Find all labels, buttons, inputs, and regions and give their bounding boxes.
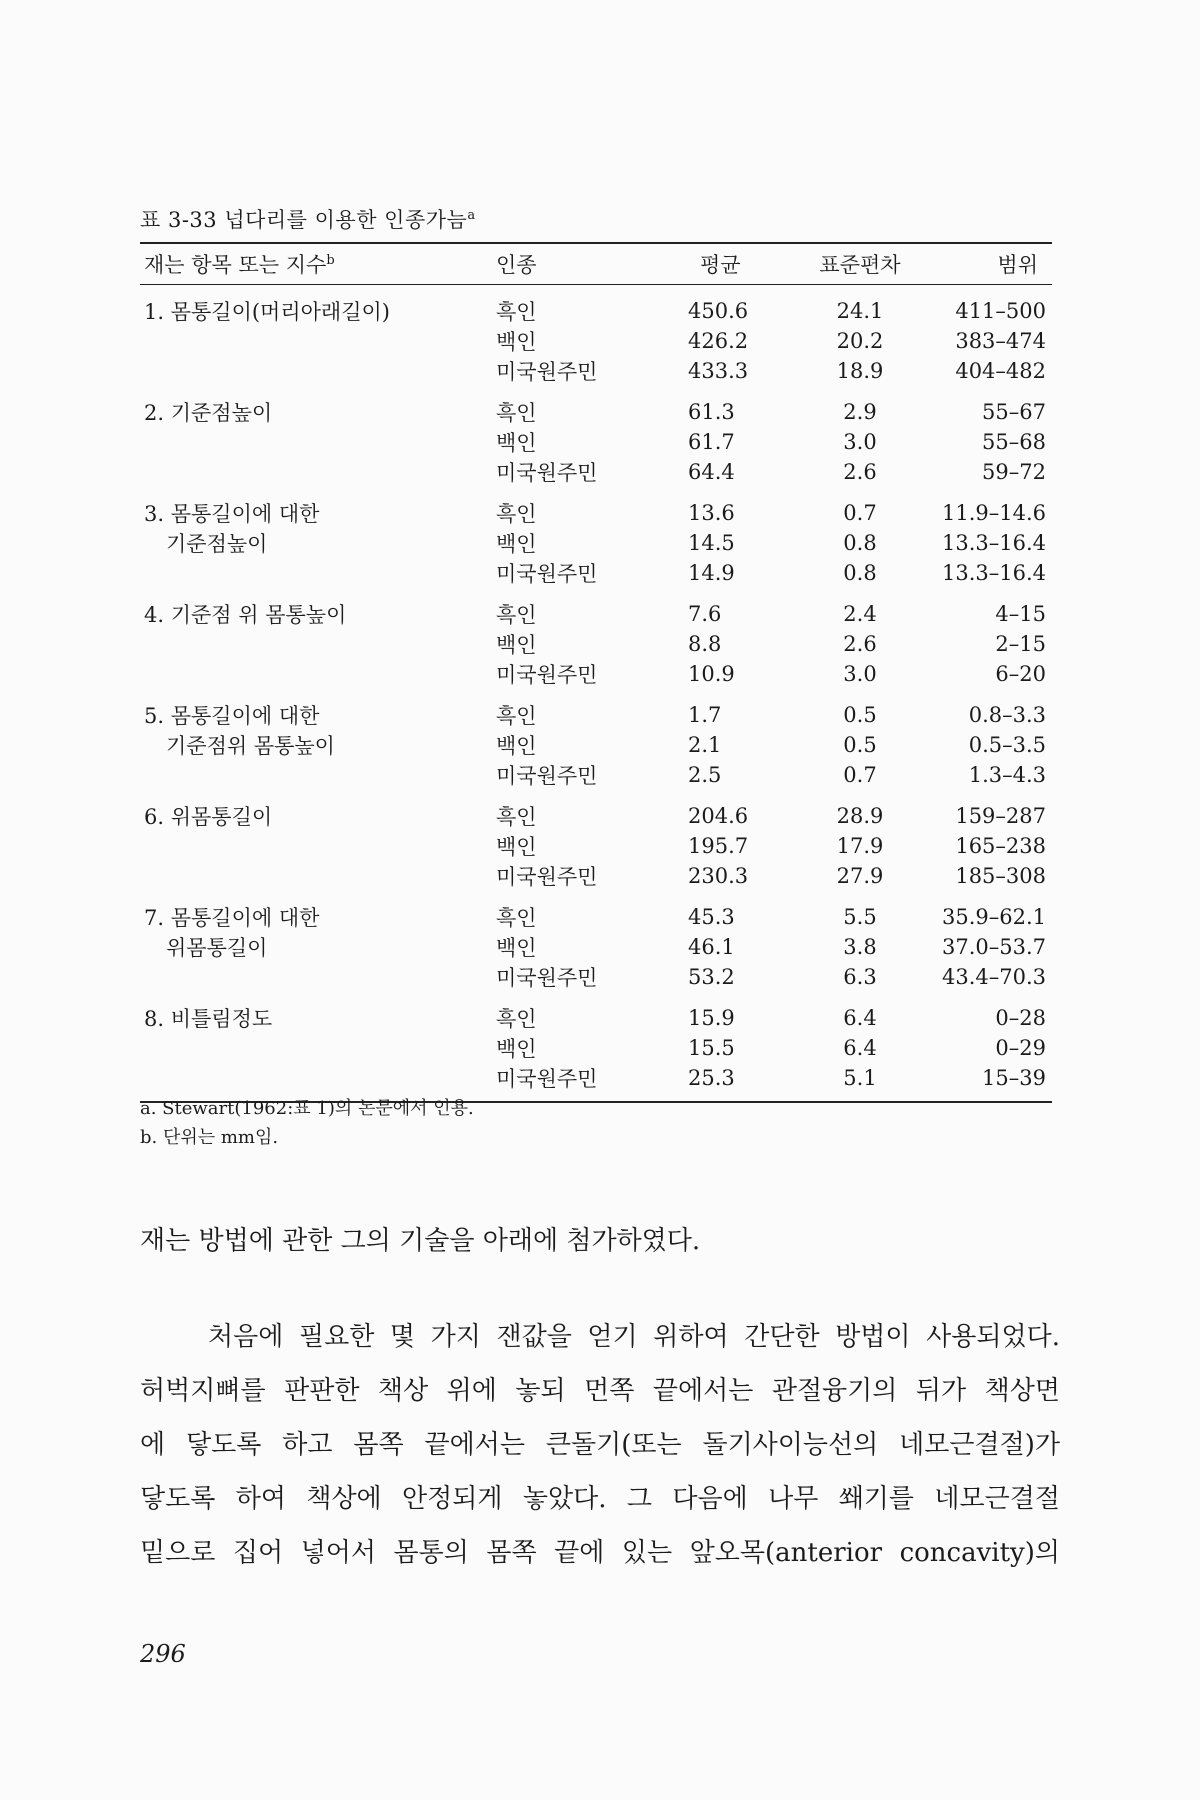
mean-cell: 426.2 (688, 329, 749, 353)
item-cell (140, 629, 492, 659)
range-cell: 43.4–70.3 (941, 965, 1046, 989)
sd-cell: 5.1 (843, 1066, 877, 1090)
table-row (140, 760, 1052, 790)
range-cell: 37.0–53.7 (941, 935, 1046, 959)
header-sd: 표준편차 (798, 244, 922, 285)
race-cell: 흑인 (496, 603, 537, 627)
range-cell: 15–39 (982, 1066, 1046, 1090)
table-row (140, 386, 1052, 427)
mean-cell: 14.9 (688, 561, 735, 585)
mean-cell: 450.6 (688, 299, 749, 323)
page-number: 296 (140, 1640, 186, 1668)
sd-cell: 3.0 (843, 662, 877, 686)
range-cell: 1.3–4.3 (968, 763, 1046, 787)
item-cell: 8. 비틀림정도 (144, 1007, 273, 1031)
header-race: 인종 (492, 244, 678, 285)
header-item-footnote-marker: b (326, 253, 335, 268)
mean-cell: 13.6 (688, 501, 735, 525)
item-cell (140, 356, 492, 386)
race-cell: 미국원주민 (496, 461, 598, 485)
range-cell: 13.3–16.4 (941, 531, 1046, 555)
mean-cell: 195.7 (688, 834, 749, 858)
sd-cell: 0.7 (843, 501, 877, 525)
table-row (140, 326, 1052, 356)
race-cell: 백인 (496, 431, 537, 455)
table-row (140, 629, 1052, 659)
item-cell (140, 831, 492, 861)
mean-cell: 7.6 (688, 602, 722, 626)
header-range: 범위 (922, 244, 1052, 285)
table-row (140, 962, 1052, 992)
mean-cell: 61.3 (688, 400, 735, 424)
table-title: 표 3-33 넙다리를 이용한 인종가늠 (140, 208, 468, 232)
sd-cell: 3.0 (843, 430, 877, 454)
sd-cell: 3.8 (843, 935, 877, 959)
mean-cell: 2.1 (688, 733, 722, 757)
table-row (140, 457, 1052, 487)
mean-cell: 14.5 (688, 531, 735, 555)
table-row (140, 861, 1052, 891)
table-row (140, 487, 1052, 528)
table-row (140, 528, 1052, 558)
sd-cell: 2.9 (843, 400, 877, 424)
header-mean: 평균 (678, 244, 798, 285)
range-cell: 59–72 (982, 460, 1046, 484)
range-cell: 0–29 (995, 1036, 1046, 1060)
item-cell (140, 1033, 492, 1063)
mean-cell: 10.9 (688, 662, 735, 686)
sd-cell: 20.2 (836, 329, 884, 353)
race-cell: 백인 (496, 936, 537, 960)
race-cell: 흑인 (496, 1007, 537, 1031)
table-row (140, 730, 1052, 760)
sd-cell: 18.9 (836, 359, 884, 383)
sd-cell: 0.5 (843, 703, 877, 727)
paragraph-2-line: 허벅지뼈를 판판한 책상 위에 놓되 먼쪽 끝에서는 관절융기의 뒤가 책상면 (140, 1376, 1060, 1406)
sd-cell: 27.9 (836, 864, 884, 888)
race-cell: 미국원주민 (496, 562, 598, 586)
table-row (140, 992, 1052, 1033)
item-cell (140, 326, 492, 356)
table-row (140, 831, 1052, 861)
sd-cell: 2.6 (843, 632, 877, 656)
table-row (140, 588, 1052, 629)
mean-cell: 204.6 (688, 804, 749, 828)
table-row (140, 659, 1052, 689)
sd-cell: 28.9 (836, 804, 884, 828)
table-header-row (140, 244, 1052, 285)
race-cell: 흑인 (496, 805, 537, 829)
table-row (140, 285, 1052, 327)
sd-cell: 6.4 (843, 1036, 877, 1060)
item-cell (140, 659, 492, 689)
item-cell: 기준점위 몸통높이 (166, 734, 335, 758)
race-cell: 미국원주민 (496, 865, 598, 889)
table-body (140, 285, 1052, 1102)
item-cell (140, 427, 492, 457)
paragraph-1: 재는 방법에 관한 그의 기술을 아래에 첨가하였다. (140, 1226, 701, 1256)
table-row (140, 932, 1052, 962)
range-cell: 6–20 (995, 662, 1046, 686)
range-cell: 165–238 (955, 834, 1046, 858)
table-row (140, 689, 1052, 730)
paragraph-2-line: 밑으로 집어 넣어서 몸통의 몸쪽 끝에 있는 앞오목(anterior concavity)의 (140, 1538, 1060, 1568)
sd-cell: 6.3 (843, 965, 877, 989)
item-cell: 4. 기준점 위 몸통높이 (144, 603, 347, 627)
range-cell: 0–28 (995, 1006, 1046, 1030)
race-cell: 흑인 (496, 906, 537, 930)
item-cell: 위몸통길이 (166, 936, 268, 960)
race-cell: 미국원주민 (496, 1067, 598, 1091)
race-cell: 백인 (496, 633, 537, 657)
mean-cell: 53.2 (688, 965, 735, 989)
race-cell: 흑인 (496, 502, 537, 526)
mean-cell: 433.3 (688, 359, 749, 383)
sd-cell: 5.5 (843, 905, 877, 929)
mean-cell: 1.7 (688, 703, 722, 727)
item-cell: 6. 위몸통길이 (144, 805, 273, 829)
range-cell: 159–287 (955, 804, 1046, 828)
range-cell: 55–68 (982, 430, 1046, 454)
sd-cell: 0.8 (843, 561, 877, 585)
paragraph-2-line: 에 닿도록 하고 몸쪽 끝에서는 큰돌기(또는 돌기사이능선의 네모근결절)가 (140, 1430, 1060, 1460)
mean-cell: 8.8 (688, 632, 722, 656)
mean-cell: 45.3 (688, 905, 735, 929)
sd-cell: 6.4 (843, 1006, 877, 1030)
range-cell: 0.5–3.5 (968, 733, 1046, 757)
mean-cell: 64.4 (688, 460, 735, 484)
range-cell: 0.8–3.3 (968, 703, 1046, 727)
race-cell: 미국원주민 (496, 966, 598, 990)
range-cell: 35.9–62.1 (941, 905, 1046, 929)
header-item: 재는 항목 또는 지수$^b$ (140, 244, 492, 285)
race-cell: 흑인 (496, 704, 537, 728)
range-cell: 55–67 (982, 400, 1046, 424)
paragraph-2 (140, 1310, 1060, 1580)
item-cell: 7. 몸통길이에 대한 (144, 906, 320, 930)
table-caption (140, 204, 476, 234)
table-row (140, 1033, 1052, 1063)
data-table-container (140, 242, 1052, 1103)
race-cell: 미국원주민 (496, 663, 598, 687)
race-cell: 백인 (496, 330, 537, 354)
mean-cell: 61.7 (688, 430, 735, 454)
table-row (140, 427, 1052, 457)
range-cell: 404–482 (955, 359, 1046, 383)
mean-cell: 2.5 (688, 763, 722, 787)
table-title-footnote-marker: a (467, 208, 476, 223)
footnote-b: b. 단위는 mm임. (140, 1127, 279, 1148)
paragraph-2-line: 닿도록 하여 책상에 안정되게 놓았다. 그 다음에 나무 쐐기를 네모근결절 (140, 1484, 1060, 1514)
race-cell: 백인 (496, 532, 537, 556)
mean-cell: 230.3 (688, 864, 749, 888)
mean-cell: 46.1 (688, 935, 735, 959)
range-cell: 4–15 (995, 602, 1046, 626)
sd-cell: 2.6 (843, 460, 877, 484)
item-cell: 3. 몸통길이에 대한 (144, 502, 320, 526)
table-row (140, 356, 1052, 386)
sd-cell: 17.9 (836, 834, 884, 858)
range-cell: 13.3–16.4 (941, 561, 1046, 585)
race-cell: 흑인 (496, 300, 537, 324)
item-cell (140, 457, 492, 487)
item-cell (140, 962, 492, 992)
item-cell (140, 558, 492, 588)
range-cell: 11.9–14.6 (941, 501, 1046, 525)
race-cell: 백인 (496, 1037, 537, 1061)
sd-cell: 0.5 (843, 733, 877, 757)
mean-cell: 25.3 (688, 1066, 735, 1090)
race-cell: 흑인 (496, 401, 537, 425)
item-cell: 5. 몸통길이에 대한 (144, 704, 320, 728)
race-cell: 백인 (496, 835, 537, 859)
table-row (140, 558, 1052, 588)
range-cell: 2–15 (995, 632, 1046, 656)
race-cell: 미국원주민 (496, 764, 598, 788)
sd-cell: 0.8 (843, 531, 877, 555)
race-cell: 미국원주민 (496, 360, 598, 384)
mean-cell: 15.5 (688, 1036, 735, 1060)
mean-cell: 15.9 (688, 1006, 735, 1030)
table-row (140, 790, 1052, 831)
range-cell: 185–308 (955, 864, 1046, 888)
range-cell: 383–474 (955, 329, 1046, 353)
table-footnotes (140, 1094, 474, 1152)
item-cell: 1. 몸통길이(머리아래길이) (144, 300, 390, 324)
item-cell (140, 760, 492, 790)
sd-cell: 2.4 (843, 602, 877, 626)
footnote-a: a. Stewart(1962:표 1)의 논문에서 인용. (140, 1098, 474, 1119)
item-cell: 기준점높이 (166, 532, 268, 556)
race-cell: 백인 (496, 734, 537, 758)
sd-cell: 24.1 (836, 299, 884, 323)
race-estimation-table (140, 244, 1052, 1101)
paragraph-2-line: 처음에 필요한 몇 가지 잰값을 얻기 위하여 간단한 방법이 사용되었다. (208, 1322, 1060, 1352)
sd-cell: 0.7 (843, 763, 877, 787)
item-cell: 2. 기준점높이 (144, 401, 273, 425)
range-cell: 411–500 (955, 299, 1046, 323)
table-row (140, 891, 1052, 932)
item-cell (140, 861, 492, 891)
